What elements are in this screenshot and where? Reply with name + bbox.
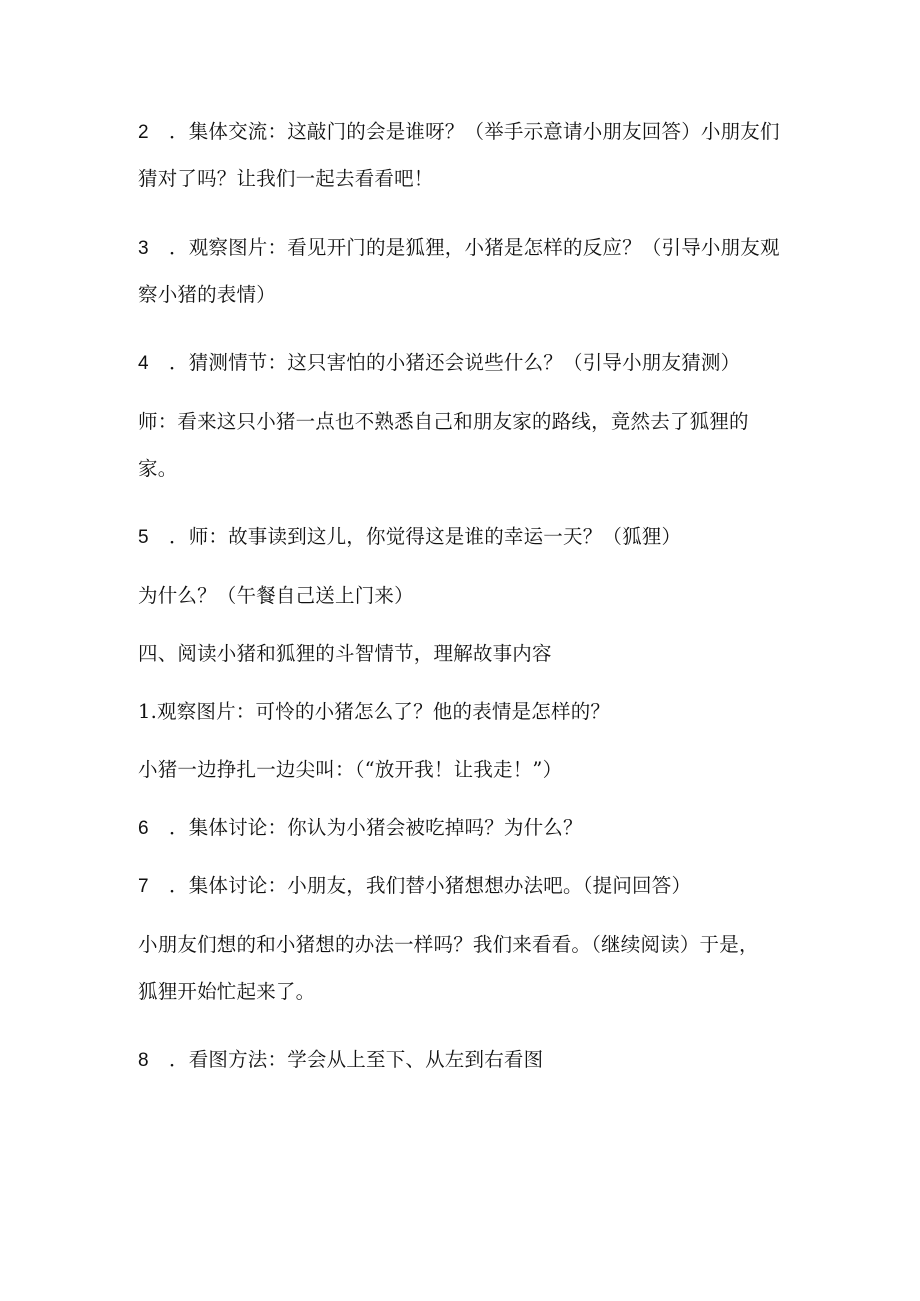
paragraph-4-guess-plot (138, 339, 788, 386)
paragraph-pig-struggle (138, 746, 788, 793)
line-text: 为什么？（午餐自己送上门来） (138, 584, 414, 607)
item-number: 7 (138, 876, 149, 897)
line-text: 1.观察图片：可怜的小猪怎么了？他的表情是怎样的？ (138, 700, 611, 723)
line-text: ．集体讨论：你认为小猪会被吃掉吗？为什么？ (169, 816, 583, 839)
line-text: 狐狸开始忙起来了。 (138, 980, 316, 1003)
paragraph-teacher-remark (138, 398, 788, 492)
text-line (138, 339, 788, 386)
line-text: ．师：故事读到这儿，你觉得这是谁的幸运一天？（狐狸） (169, 525, 682, 548)
paragraph-1-observe (138, 688, 788, 735)
line-text: ．集体交流：这敲门的会是谁呀？（举手示意请小朋友回答）小朋友们 (169, 120, 780, 143)
item-number: 5 (138, 527, 149, 548)
line-text: ．观察图片：看见开门的是狐狸，小猪是怎样的反应？（引导小朋友观 (169, 236, 780, 259)
paragraph-6-discussion (138, 804, 788, 851)
paragraph-8-reading-method (138, 1036, 788, 1083)
paragraph-why (138, 572, 788, 619)
item-number: 6 (138, 818, 149, 839)
line-text: 家。 (138, 457, 178, 480)
paragraph-5-lucky-day (138, 513, 788, 560)
item-number: 4 (138, 353, 149, 374)
line-text: 小猪一边挣扎一边尖叫：（“放开我！让我走！”） (138, 758, 563, 781)
text-line (138, 108, 788, 155)
text-line (138, 224, 788, 271)
item-number: 8 (138, 1050, 149, 1071)
line-text: 小朋友们想的和小猪想的办法一样吗？我们来看看。（继续阅读）于是， (138, 933, 759, 956)
paragraph-7-discussion (138, 862, 788, 909)
line-text: ．集体讨论：小朋友，我们替小猪想想办法吧。（提问回答） (169, 874, 692, 897)
item-number: 2 (138, 122, 149, 143)
line-text: ．看图方法：学会从上至下、从左到右看图 (169, 1048, 544, 1071)
line-text: ．猜测情节：这只害怕的小猪还会说些什么？（引导小朋友猜测） (169, 351, 741, 374)
paragraph-continue-reading (138, 921, 788, 1015)
text-line (138, 804, 788, 851)
text-line (138, 1036, 788, 1083)
paragraph-2-group-discussion (138, 108, 788, 202)
text-line (138, 513, 788, 560)
item-number: 3 (138, 238, 149, 259)
text-line (138, 862, 788, 909)
line-text: 四、阅读小猪和狐狸的斗智情节，理解故事内容 (138, 642, 552, 665)
line-text: 察小猪的表情） (138, 283, 276, 306)
line-text: 猜对了吗？让我们一起去看看吧！ (138, 167, 434, 190)
paragraph-3-observe-picture (138, 224, 788, 318)
section-heading-4 (138, 630, 788, 677)
line-text: 师：看来这只小猪一点也不熟悉自己和朋友家的路线，竟然去了狐狸的 (138, 410, 749, 433)
